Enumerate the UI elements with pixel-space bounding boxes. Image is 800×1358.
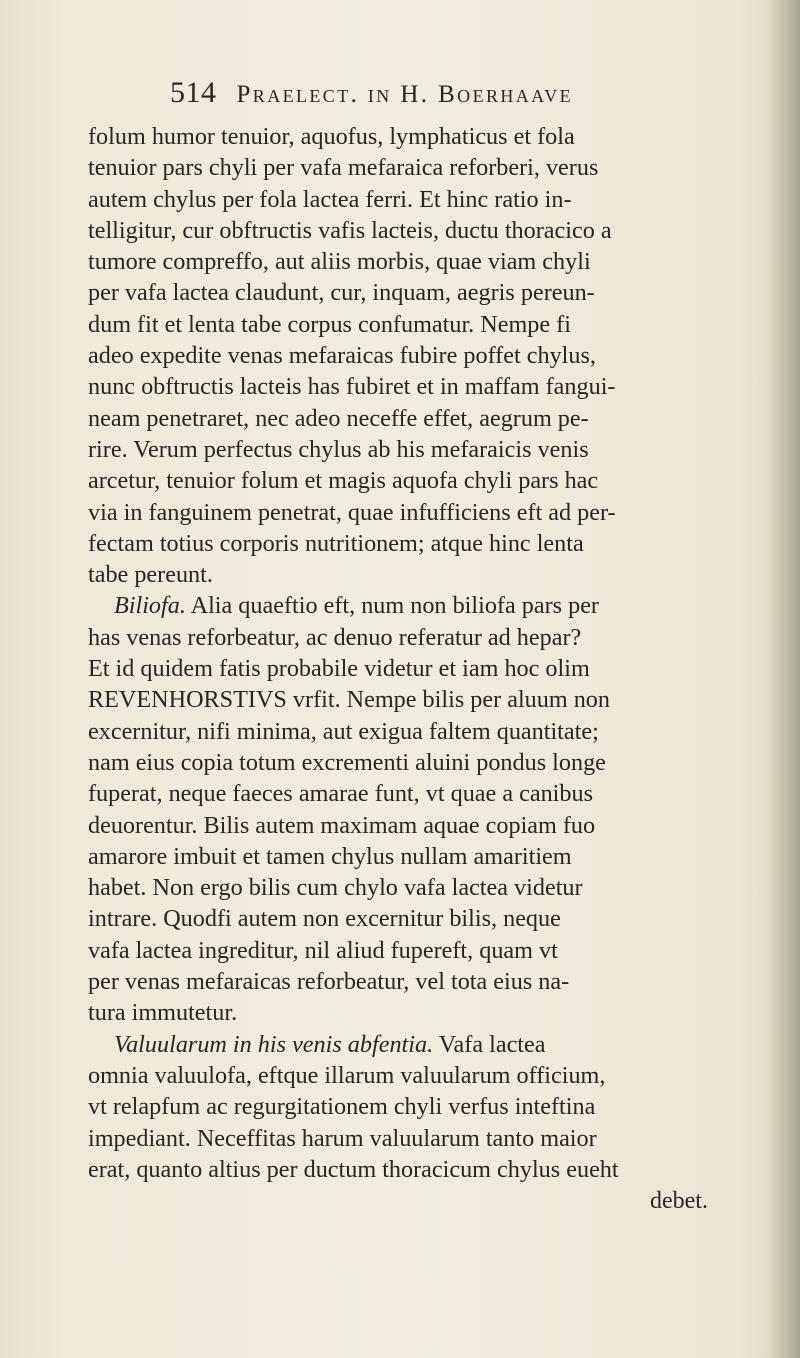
- running-head: [170, 76, 730, 116]
- text-line: nunc obftructis lacteis has fubiret et in maffam fangui-: [88, 373, 616, 401]
- text-line: dum fit et lenta tabe corpus confumatur. Nempe fi: [88, 310, 571, 338]
- text-line: excernitur, nifi minima, aut exigua faltem quantitate;: [88, 717, 599, 745]
- text-line: folum humor tenuior, aquofus, lymphaticus et fola: [88, 123, 575, 150]
- text-line: vt relapfum ac regurgitationem chyli verfus inteftina: [88, 1093, 596, 1121]
- text-line: amarore imbuit et tamen chylus nullam amaritiem: [88, 842, 572, 870]
- page-number: 514: [170, 76, 217, 109]
- text-line: per venas mefaraicas reforbeatur, vel tota eius na-: [88, 968, 570, 996]
- text-line: nam eius copia totum excrementi aluini pondus longe: [88, 748, 606, 776]
- text-line: habet. Non ergo bilis cum chylo vafa lactea videtur: [88, 874, 583, 902]
- text-line: omnia valuulofa, eftque illarum valuularum officium,: [88, 1061, 606, 1089]
- text-line: rire. Verum perfectus chylus ab his mefaraicis venis: [88, 435, 589, 463]
- text-line: Et id quidem fatis probabile videtur et iam hoc olim: [88, 655, 590, 683]
- text-line: tumore compreffo, aut aliis morbis, quae viam chyli: [88, 248, 591, 276]
- side-heading: Biliofa.: [114, 592, 186, 620]
- text-line: autem chylus per fola lactea ferri. Et hinc ratio in-: [88, 185, 572, 213]
- text-line: has venas reforbeatur, ac denuo referatur ad hepar?: [88, 623, 582, 651]
- text-line: telligitur, cur obftructis vafis lacteis, ductu thoracico a: [88, 216, 612, 244]
- main-text-block: [88, 121, 708, 1185]
- text-line: fuperat, neque faeces amarae funt, vt quae a canibus: [88, 780, 593, 808]
- running-title: Praelect. in H. Boerhaave: [236, 81, 574, 108]
- text-line: intrare. Quodfi autem non excernitur bilis, neque: [88, 905, 561, 933]
- text-line: fectam totius corporis nutritionem; atque hinc lenta: [88, 529, 584, 557]
- text-line: neam penetraret, nec adeo neceffe effet, aegrum pe-: [88, 404, 589, 432]
- page-edge-shadow: [766, 0, 800, 1358]
- text-line: impediant. Neceffitas harum valuularum tanto maior: [88, 1124, 597, 1152]
- text-line: tabe pereunt.: [88, 561, 213, 589]
- text-line: adeo expedite venas mefaraicas fubire poffet chylus,: [88, 342, 596, 370]
- text-line: erat, quanto altius per ductum thoracicum chylus eueht: [88, 1155, 619, 1183]
- text-fragment: Vafa lactea: [438, 1030, 546, 1058]
- text-line: tenuior pars chyli per vafa mefaraica reforberi, verus: [88, 154, 599, 182]
- paragraph-first-line: [88, 590, 708, 621]
- side-heading: Valuularum in his venis abfentia.: [114, 1030, 434, 1058]
- catchword: debet.: [650, 1188, 708, 1214]
- text-line: REVENHORSTIVS vrfit. Nempe bilis per aluum non: [88, 686, 610, 714]
- text-line: deuorentur. Bilis autem maximam aquae copiam fuo: [88, 811, 596, 839]
- text-line: vafa lactea ingreditur, nil aliud fupereft, quam vt: [88, 936, 558, 964]
- text-line: tura immutetur.: [88, 999, 238, 1027]
- text-fragment: Alia quaeftio eft, num non biliofa pars per: [190, 592, 599, 620]
- text-line: via in fanguinem penetrat, quae infufficiens eft ad per-: [88, 498, 616, 526]
- text-line: arcetur, tenuior folum et magis aquofa chyli pars hac: [88, 467, 599, 495]
- paragraph-first-line: [88, 1029, 708, 1060]
- text-line: per vafa lactea claudunt, cur, inquam, aegris pereun-: [88, 279, 595, 307]
